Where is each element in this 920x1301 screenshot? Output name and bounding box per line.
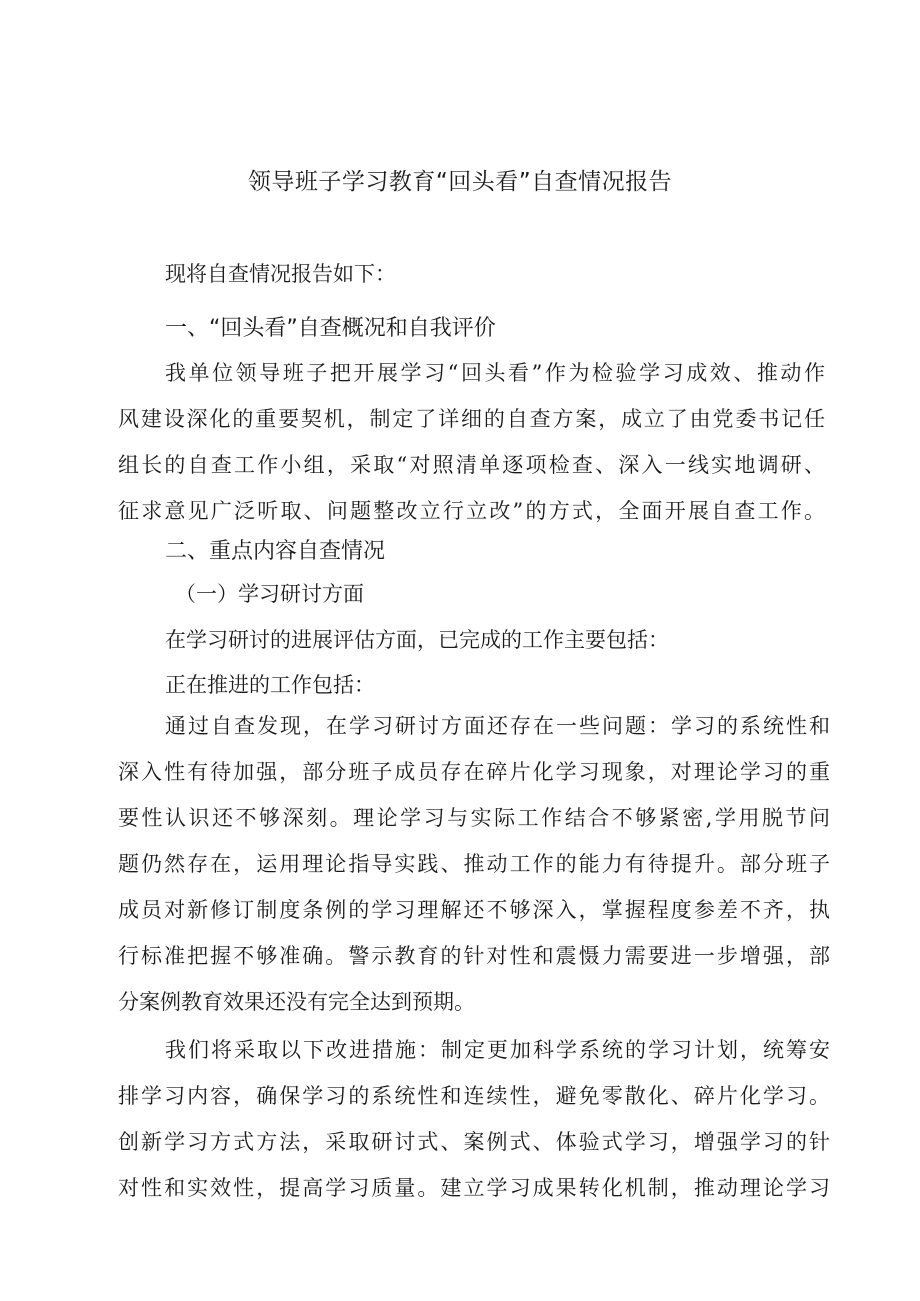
subsection-heading: （一）学习研讨方面	[175, 582, 364, 606]
paragraph-line: 通过自查发现，在学习研讨方面还存在一些问题：学习的系统性和	[165, 714, 830, 738]
section-heading-1: 一、“回头看”自查概况和自我评价	[165, 316, 496, 341]
paragraph-line: 我单位领导班子把开展学习“回头看”作为检验学习成效、推动作	[165, 361, 825, 385]
paragraph-line: 排学习内容，确保学习的系统性和连续性，避免零散化、碎片化学习。	[118, 1084, 830, 1108]
paragraph-line: 要性认识还不够深刻。理论学习与实际工作结合不够紧密,学用脱节问	[118, 806, 830, 830]
intro-text: 现将自查情况报告如下：	[165, 262, 396, 286]
completed-work-text: 在学习研讨的进展评估方面，已完成的工作主要包括：	[165, 628, 669, 652]
paragraph-line: 组长的自查工作小组，采取“对照清单逐项检查、深入一线实地调研、	[118, 453, 825, 477]
paragraph-line: 我们将采取以下改进措施：制定更加科学系统的学习计划，统筹安	[165, 1038, 830, 1062]
paragraph-line: 风建设深化的重要契机，制定了详细的自查方案，成立了由党委书记任	[118, 407, 825, 431]
paragraph-line: 对性和实效性，提高学习质量。建立学习成果转化机制，推动理论学习	[118, 1176, 830, 1200]
ongoing-work-text: 正在推进的工作包括：	[165, 673, 375, 697]
paragraph-line: 分案例教育效果还没有完全达到预期。	[118, 990, 475, 1014]
paragraph-line: 创新学习方式方法，采取研讨式、案例式、体验式学习，增强学习的针	[118, 1130, 830, 1154]
paragraph-line: 成员对新修订制度条例的学习理解还不够深入，掌握程度参差不齐，执	[118, 898, 830, 922]
paragraph-line: 征求意见广泛听取、问题整改立行立改”的方式，全面开展自查工作。	[118, 499, 825, 523]
paragraph-line: 深入性有待加强，部分班子成员存在碎片化学习现象，对理论学习的重	[118, 760, 830, 784]
paragraph-line: 题仍然存在，运用理论指导实践、推动工作的能力有待提升。部分班子	[118, 852, 830, 876]
document-title: 领导班子学习教育“回头看”自查情况报告	[247, 169, 673, 195]
paragraph-line: 行标准把握不够准确。警示教育的针对性和震慑力需要进一步增强，部	[118, 944, 830, 968]
section-heading-2: 二、重点内容自查情况	[165, 539, 386, 564]
